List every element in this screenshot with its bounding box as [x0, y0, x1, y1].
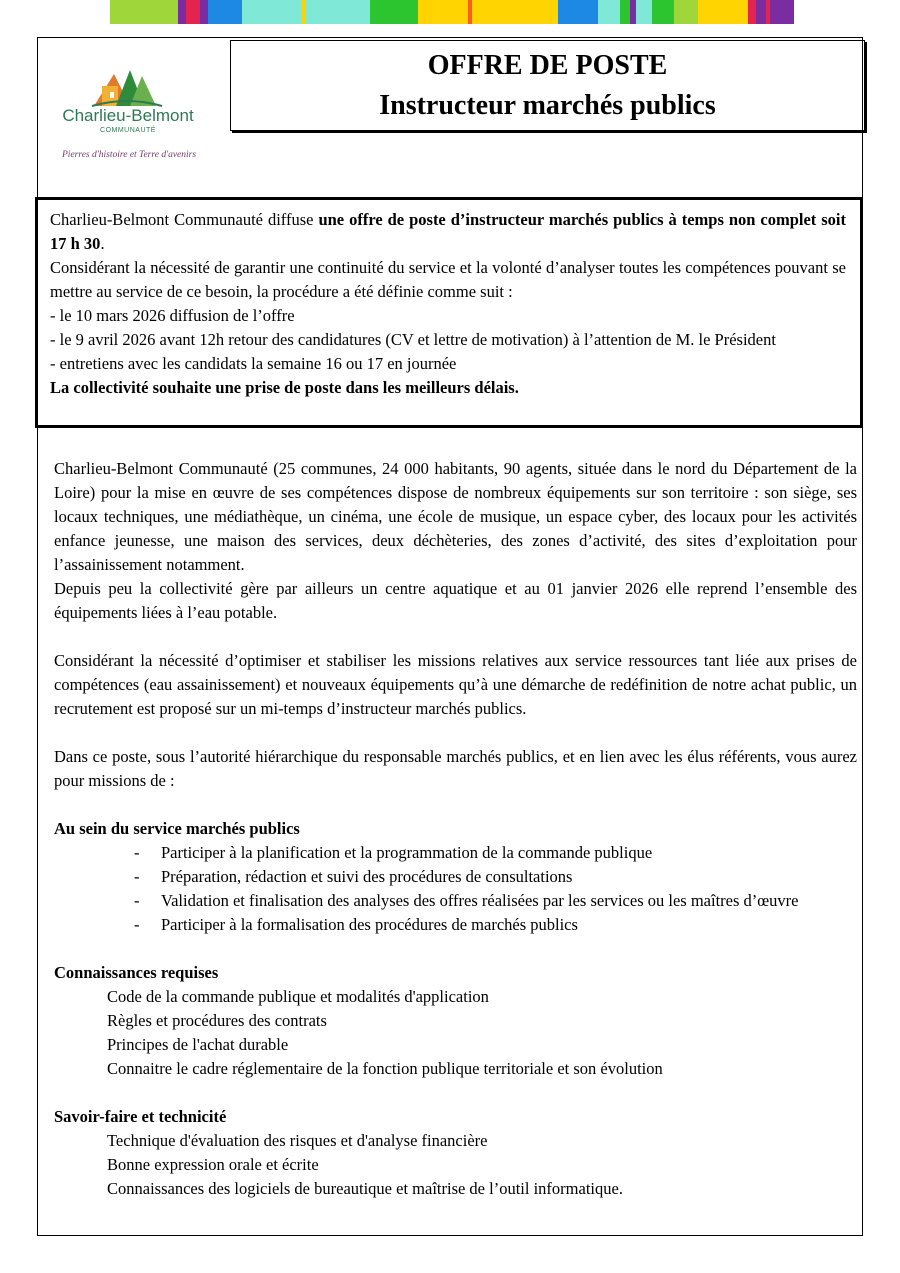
color-strip: [200, 0, 208, 24]
list-item: Principes de l'achat durable: [107, 1035, 289, 1054]
intro-text-end: .: [100, 234, 105, 253]
list-item: - Participer à la formalisation des procédures de marchés publics: [54, 913, 857, 937]
logo-tagline: Pierres d'histoire et Terre d'avenirs: [62, 150, 197, 160]
list-item: Connaitre le cadre réglementaire de la fonction publique territoriale et son évolution: [107, 1059, 663, 1078]
intro-highlight: une offre de poste d’instructeur marchés publics à temps non complet soit 17 h 30: [50, 210, 846, 253]
body-paragraph: Charlieu-Belmont Communauté (25 communes, 24 000 habitants, 90 agents, située dans le nord du Département de la Loire) pour la mise en œuvre de ses compétences dispose de nombreux équipements sur son territoire : son siège, ses locaux techniques, une médiathèque, un cinéma, une école de musique, un espace cyber, des locaux pour les activités enfance jeunesse, une maison des services, deux déchèteries, des zones d’activité, des sites d’exploitation pour l’assainissement notamment.: [54, 459, 857, 574]
color-strip: [620, 0, 630, 24]
intro-step: - entretiens avec les candidats la semaine 16 ou 17 en journée: [50, 354, 457, 373]
list-item: Code de la commande publique et modalités d'application: [107, 987, 489, 1006]
intro-text: Charlieu-Belmont Communauté diffuse: [50, 210, 319, 229]
color-strip: [472, 0, 558, 24]
color-strip: [306, 0, 370, 24]
list-item: Bonne expression orale et écrite: [107, 1155, 319, 1174]
logo-subtitle: COMMUNAUTÉ: [100, 127, 156, 134]
body-paragraph: Depuis peu la collectivité gère par ailleurs un centre aquatique et au 01 janvier 2026 elle reprend l’ensemble des équipements liées à l’eau potable.: [54, 579, 857, 622]
brand-color-bar: [110, 0, 794, 24]
color-strip: [674, 0, 698, 24]
color-strip: [418, 0, 468, 24]
color-strip: [370, 0, 418, 24]
list-item: - Participer à la planification et la programmation de la commande publique: [54, 841, 857, 865]
color-strip: [110, 0, 178, 24]
color-strip: [208, 0, 242, 24]
intro-step: - le 9 avril 2026 avant 12h retour des candidatures (CV et lettre de motivation) à l’attention de M. le Président: [50, 330, 776, 349]
color-strip: [698, 0, 748, 24]
list-item: - Préparation, rédaction et suivi des procédures de consultations: [54, 865, 857, 889]
intro-procedure: Considérant la nécessité de garantir une continuité du service et la volonté d’analyser toutes les compétences pouvant se mettre au service de ce besoin, la procédure a été définie comme suit :: [50, 258, 846, 301]
body-paragraph: Dans ce poste, sous l’autorité hiérarchique du responsable marchés publics, et en lien avec les élus référents, vous aurez pour missions de :: [54, 747, 857, 790]
color-strip: [178, 0, 186, 24]
logo-trees-icon: [52, 66, 204, 108]
missions-list: [54, 841, 857, 937]
color-strip: [636, 0, 652, 24]
intro-paragraph: [50, 208, 846, 256]
list-item: - Validation et finalisation des analyses des offres réalisées par les services ou les maîtres d’œuvre: [54, 889, 857, 913]
color-strip: [558, 0, 598, 24]
color-strip: [598, 0, 620, 24]
intro-box: [35, 197, 863, 428]
intro-step: - le 10 mars 2026 diffusion de l’offre: [50, 306, 295, 325]
list-item: Règles et procédures des contrats: [107, 1011, 327, 1030]
logo-name: Charlieu-Belmont: [62, 106, 194, 125]
logo: [52, 66, 212, 166]
page-subtitle: Instructeur marchés publics: [379, 90, 716, 121]
color-strip: [748, 0, 756, 24]
skills-heading: Savoir-faire et technicité: [54, 1107, 227, 1126]
title-box: [230, 40, 865, 131]
page-title: OFFRE DE POSTE: [427, 50, 668, 81]
knowledge-heading: Connaissances requises: [54, 963, 219, 982]
list-item: Connaissances des logiciels de bureautique et maîtrise de l’outil informatique.: [107, 1179, 623, 1198]
body-paragraph: Considérant la nécessité d’optimiser et stabiliser les missions relatives aux service ressources tant liée aux prises de compétences (eau assainissement) et nouveaux équipements qu’à une démarche de redéfinition de notre achat public, un recrutement est proposé sur un mi-temps d’instructeur marchés publics.: [54, 651, 857, 718]
color-strip: [770, 0, 794, 24]
color-strip: [242, 0, 302, 24]
missions-heading: Au sein du service marchés publics: [54, 819, 300, 838]
color-strip: [186, 0, 200, 24]
list-item: Technique d'évaluation des risques et d'analyse financière: [107, 1131, 488, 1150]
color-strip: [652, 0, 674, 24]
intro-closing: La collectivité souhaite une prise de poste dans les meilleurs délais.: [50, 378, 519, 397]
main-content: [54, 457, 857, 1201]
color-strip: [756, 0, 766, 24]
